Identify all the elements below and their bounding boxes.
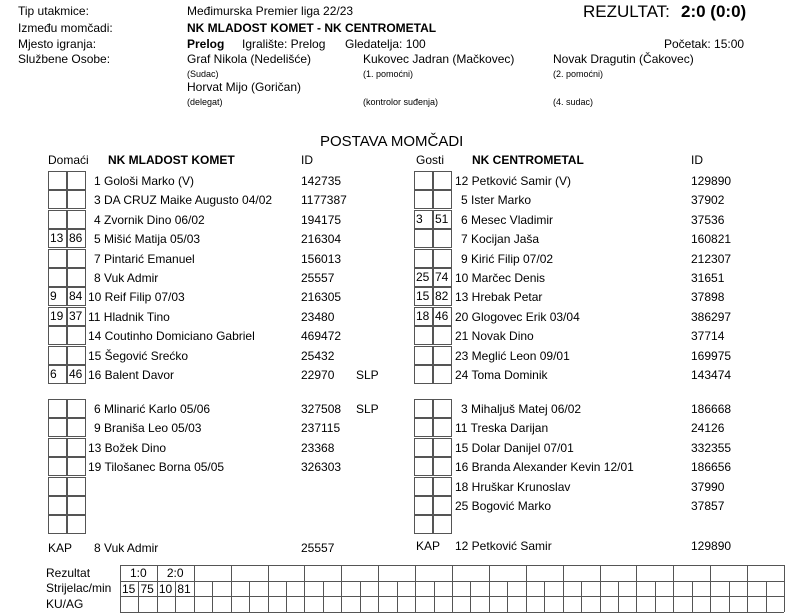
venue-value: Prelog [187,37,225,51]
player-name: 18 Hruškar Krunoslav [455,479,571,494]
minute-box-a [48,210,67,229]
player-id: 31651 [691,271,725,285]
score-grid-line [710,565,711,612]
minute-box-b [433,365,452,384]
player-id: 326303 [301,460,342,475]
minute-box-a [414,326,433,345]
minute-box-b [67,326,86,345]
score-grid-line [231,565,232,612]
minute-box-b [67,438,86,457]
score-grid-line [415,565,416,612]
score-grid-line [194,565,195,612]
player-id: 23368 [301,440,335,455]
minute-box-a: 6 [48,365,67,384]
player-name: 15 Dolar Danijel 07/01 [455,440,574,455]
score-grid-line [470,581,471,612]
player-id: 332355 [691,440,732,455]
minute-box-a [414,365,433,384]
away-captain-label: KAP [416,539,441,553]
minute-box-b [67,496,86,515]
score-grid-line [452,565,453,612]
minute-box-a [48,477,67,496]
player-name: 24 Toma Dominik [455,368,548,382]
player-name: 20 Glogovec Erik 03/04 [455,309,580,324]
player-id: 143474 [691,368,732,382]
minute-box-b [67,171,86,190]
score-grid-line [766,581,767,612]
minute-box-a [414,346,433,365]
score-grid-line [157,565,158,612]
minute-box-a: 18 [414,307,433,326]
player-name: 9 Kirić Filip 07/02 [461,251,554,266]
minute-box-b: 84 [67,287,86,306]
minute-box-a [414,190,433,209]
score-grid-line [747,565,748,612]
lineup-title: POSTAVA MOMČADI [320,133,464,150]
player-name: 21 Novak Dino [455,329,534,344]
away-captain-id: 129890 [691,539,732,553]
scorer-minute: 81 [177,581,191,596]
player-id: 37714 [691,329,725,344]
player-name: 6 Mlinarić Karlo 05/06 [94,402,211,416]
player-id: 216305 [301,290,342,305]
player-name: 10 Reif Filip 07/03 [88,290,185,305]
minute-box-a [48,249,67,268]
score-grid-line [673,565,674,612]
player-id: 186656 [691,460,732,475]
home-captain-player: 8 Vuk Admir [94,541,159,555]
player-id: 37857 [691,499,725,513]
player-name: 12 Petković Samir (V) [455,174,572,188]
minute-box-b [67,210,86,229]
home-captain-label: KAP [48,541,73,555]
minute-box-a [48,171,67,190]
score-grid-line [784,565,785,612]
player-name: 14 Coutinho Domiciano Gabriel [88,329,255,344]
minute-box-a [414,171,433,190]
score-result: 2:0 [166,566,184,580]
score-grid-line [544,581,545,612]
minute-box-b [433,326,452,345]
player-id: 469472 [301,329,342,344]
official-role: (4. sudac) [553,97,594,107]
minute-box-a [48,190,67,209]
minute-box-b [433,229,452,248]
minute-box-a: 25 [414,268,433,287]
score-grid-line [175,581,176,612]
minute-box-a [48,438,67,457]
scorer-minute: 75 [140,581,154,596]
minute-box-b: 46 [433,307,452,326]
minute-box-b [67,249,86,268]
pitch-info: Igralište: Prelog [242,37,326,51]
minute-box-b [433,399,452,418]
player-name: 6 Mesec Vladimir [461,212,554,227]
score-grid-line [304,565,305,612]
score-grid-line [212,581,213,612]
player-id: 160821 [691,232,732,247]
minute-box-a [48,496,67,515]
score-grid-line [600,565,601,612]
minute-box-a: 3 [414,210,433,229]
home-team-name: NK MLADOST KOMET [108,153,235,167]
attendance: Gledatelja: 100 [345,37,426,51]
home-side-label: Domaći [48,153,89,167]
score-grid-line [378,565,379,612]
official-name: Kukovec Jadran (Mačkovec) [363,52,515,66]
player-id: 386297 [691,309,732,324]
player-name: 7 Pintarić Emanuel [94,251,195,266]
result-label: REZULTAT: [583,2,670,21]
away-team-name: NK CENTROMETAL [472,153,584,167]
result-value: 2:0 (0:0) [681,2,747,21]
minute-box-b [67,190,86,209]
player-name: 13 Hrebak Petar [455,290,543,305]
minute-box-a [48,515,67,534]
player-id: 37990 [691,479,725,494]
minute-box-b [433,496,452,515]
player-id: 25432 [301,348,335,363]
minute-box-b: 46 [67,365,86,384]
player-id: 37902 [691,193,725,208]
score-grid-line [360,581,361,612]
player-name: 16 Branda Alexander Kevin 12/01 [455,460,634,475]
official-role: (kontrolor suđenja) [363,97,439,107]
player-id: 23480 [301,309,335,324]
score-grid-line [618,581,619,612]
score-grid-line [138,581,139,612]
minute-box-b: 82 [433,287,452,306]
score-grid-line [507,581,508,612]
official-role: (2. pomoćni) [553,69,604,79]
officials-label: Službene Osobe: [18,52,111,66]
player-name: 7 Kocijan Jaša [461,232,540,247]
kickoff-time: Početak: 15:00 [664,37,745,51]
score-grid-line [341,565,342,612]
player-name: 5 Ister Marko [461,193,532,208]
score-row-label-result: Rezultat [46,566,91,580]
player-id: 327508 [301,402,342,416]
player-id: 212307 [691,251,732,266]
minute-box-a [414,496,433,515]
player-name: 9 Braniša Leo 05/03 [94,421,202,436]
minute-box-b [433,249,452,268]
minute-box-b [433,438,452,457]
player-id: 129890 [691,174,732,188]
scorer-minute: 10 [158,581,173,596]
score-result: 1:0 [130,566,147,580]
minute-box-b [433,190,452,209]
minute-box-b: 37 [67,307,86,326]
player-name: 25 Bogović Marko [455,499,552,513]
player-name: 23 Meglić Leon 09/01 [455,348,570,363]
minute-box-a [414,249,433,268]
minute-box-b [433,457,452,476]
score-grid-line [268,565,269,612]
player-name: 19 Tilošanec Borna 05/05 [88,460,225,475]
player-id: 156013 [301,251,342,266]
score-grid-line [526,565,527,612]
minute-box-a [48,268,67,287]
scorer-minute: 15 [122,581,136,596]
player-id: 194175 [301,212,342,227]
minute-box-b [67,477,86,496]
minute-box-b [67,515,86,534]
minute-box-b [433,477,452,496]
minute-box-a [414,438,433,457]
minute-box-b [433,171,452,190]
player-id: 25557 [301,271,335,285]
player-name: 5 Mišić Matija 05/03 [94,232,201,247]
home-captain-id: 25557 [301,541,335,555]
player-id: 142735 [301,174,342,188]
minute-box-a [414,418,433,437]
player-name: 1 Gološi Marko (V) [94,174,195,188]
player-name: 15 Šegović Srećko [88,348,189,363]
score-grid-line [286,581,287,612]
minute-box-a [48,326,67,345]
score-grid-line [729,581,730,612]
score-grid-line [581,581,582,612]
minute-box-a [48,418,67,437]
minute-box-a [414,399,433,418]
player-note: SLP [356,402,379,416]
teams-value: NK MLADOST KOMET - NK CENTROMETAL [187,21,437,35]
score-grid-line [397,581,398,612]
minute-box-a [414,515,433,534]
official-name: Novak Dragutin (Čakovec) [553,52,694,66]
player-id: 216304 [301,232,342,247]
minute-box-b: 51 [433,210,452,229]
minute-box-a: 19 [48,307,67,326]
minute-box-b [433,515,452,534]
score-grid-line [636,565,637,612]
minute-box-a [414,477,433,496]
official-name: Graf Nikola (Nedelišće) [187,52,312,66]
official-role: (Sudac) [187,69,219,79]
away-captain-player: 12 Petković Samir [455,539,552,553]
score-grid-line [489,565,490,612]
player-id: 37898 [691,290,725,305]
minute-box-a [48,399,67,418]
minute-box-b [67,346,86,365]
home-id-header: ID [301,153,313,167]
player-id: 22970 [301,368,335,382]
player-name: 11 Treska Darijan [455,421,549,436]
venue-label: Mjesto igranja: [18,37,97,51]
minute-box-a [48,346,67,365]
player-name: 10 Marčec Denis [455,271,546,285]
teams-label: Između momčadi: [18,21,113,35]
score-grid-line [120,612,784,613]
match-type-label: Tip utakmice: [18,4,89,18]
score-row-label-kuag: KU/AG [46,597,84,611]
player-name: 3 Mihaljuš Matej 06/02 [461,402,582,416]
away-side-label: Gosti [416,153,445,167]
player-name: 16 Balent Davor [88,368,175,382]
official-role: (delegat) [187,97,223,107]
player-name: 8 Vuk Admir [94,271,159,285]
score-grid-line [434,581,435,612]
player-id: 24126 [691,421,725,436]
player-name: 13 Božek Dino [88,440,167,455]
score-grid-line [655,581,656,612]
match-type-value: Međimurska Premier liga 22/23 [187,4,354,18]
player-id: 37536 [691,212,725,227]
score-grid-line [563,565,564,612]
official-role: (1. pomoćni) [363,69,414,79]
minute-box-b [67,268,86,287]
minute-box-a: 13 [48,229,67,248]
score-grid-line [249,581,250,612]
minute-box-a [414,457,433,476]
player-id: 237115 [301,421,341,436]
score-grid-line [692,581,693,612]
minute-box-b [433,346,452,365]
player-name: 11 Hladnik Tino [88,309,170,324]
minute-box-a [48,457,67,476]
score-grid-line [120,565,121,612]
player-id: 1177387 [301,193,347,208]
minute-box-a [414,229,433,248]
minute-box-b: 86 [67,229,86,248]
minute-box-a: 15 [414,287,433,306]
official-name: Horvat Mijo (Goričan) [187,80,302,94]
player-name: 3 DA CRUZ Maike Augusto 04/02 [94,193,273,208]
minute-box-b [433,418,452,437]
minute-box-b: 74 [433,268,452,287]
score-row-label-scorer: Strijelac/min [46,581,112,595]
minute-box-b [67,457,86,476]
player-name: 4 Zvornik Dino 06/02 [94,212,205,227]
minute-box-b [67,418,86,437]
player-note: SLP [356,368,379,382]
player-id: 186668 [691,402,732,416]
away-id-header: ID [691,153,703,167]
player-id: 169975 [691,348,732,363]
score-grid-line [323,581,324,612]
minute-box-b [67,399,86,418]
minute-box-a: 9 [48,287,67,306]
